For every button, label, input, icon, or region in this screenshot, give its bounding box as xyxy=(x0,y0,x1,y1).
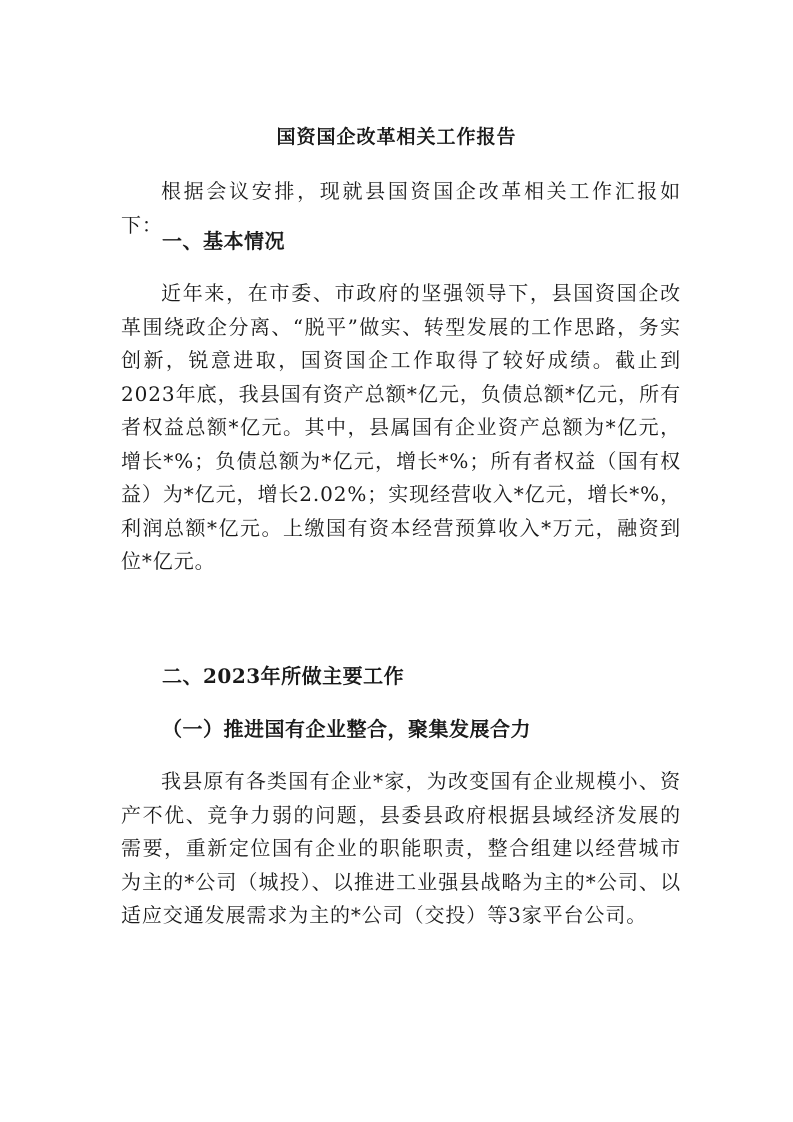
section-heading-main-work: 二、2023年所做主要工作 xyxy=(162,664,405,688)
intro-paragraph: 根据会议安排，现就县国资国企改革相关工作汇报如下： xyxy=(121,179,681,237)
enterprise-integration-paragraph: 我县原有各类国有企业*家，为改变国有企业规模小、资产不优、竞争力弱的问题，县委县政府根据县域经济发展的需要，重新定位国有企业的职能职责，整合组建以经营城市为主的*公司（城投）、以推进工业强县战略为主的*公司、以适应交通发展需求为主的*公司（交投）等3家平台公司。 xyxy=(121,769,681,927)
section-heading-basic-situation: 一、基本情况 xyxy=(162,229,285,253)
document-title: 国资国企改革相关工作报告 xyxy=(276,126,517,148)
basic-situation-paragraph: 近年来，在市委、市政府的坚强领导下，县国资国企改革围绕政企分离、“脱平”做实、转型发展的工作思路，务实创新，锐意进取，国资国企工作取得了较好成绩。截止到2023年底，我县国有资产总额*亿元，负债总额*亿元，所有者权益总额*亿元。其中，县属国有企业资产总额为*亿元，增长*%；负债总额为*亿元，增长*%；所有者权益（国有权益）为*亿元，增长2.02%；实现经营收入*亿元，增长*%，利润总额*亿元。上缴国有资本经营预算收入*万元，融资到位*亿元。 xyxy=(121,281,681,573)
subsection-heading-enterprise-integration: （一）推进国有企业整合，聚集发展合力 xyxy=(162,717,531,741)
